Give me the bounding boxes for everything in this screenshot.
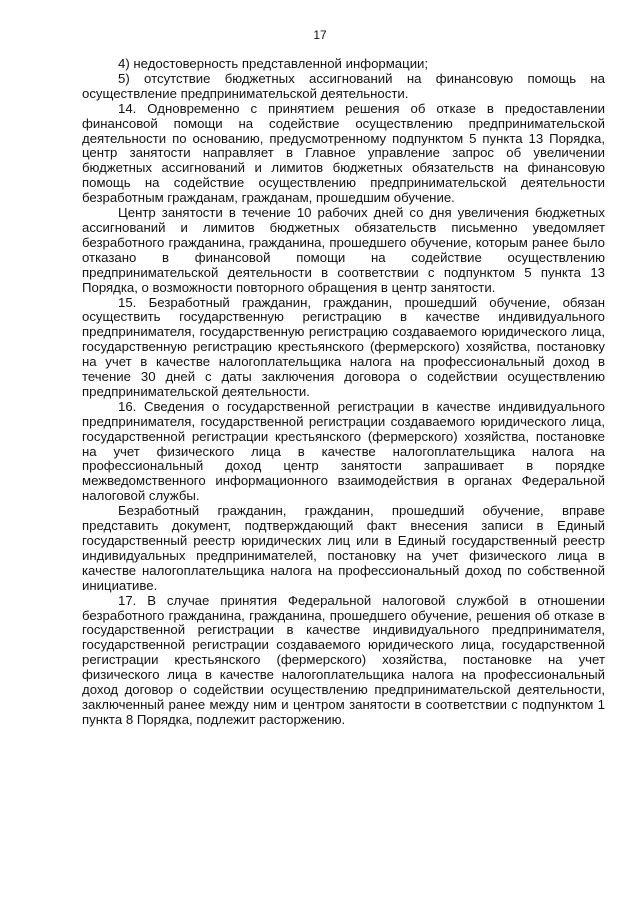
clause-17: 17. В случае принятия Федеральной налоговой службой в отношении безработного гражданина, гражданина, прошедшего обучение, решения об отказе в государственной регистрации в качестве индивидуального предпринимателя, государственной регистрации создаваемого юридического лица, государственной регистрации крестьянского (фермерского) хозяйства, постановке на учет физического лица в качестве налогоплательщика налога на профессиональный доход договор о содействии осуществлению предпринимательской деятельности, заключенный ранее между ним и центром занятости в соответствии с подпунктом 1 пункта 8 Порядка, подлежит расторжению. <box>82 592 605 727</box>
document-body <box>82 57 605 728</box>
list-item-5: 5) отсутствие бюджетных ассигнований на финансовую помощь на осуществление предпринимательской деятельности. <box>82 70 605 101</box>
page-number: 17 <box>313 28 327 42</box>
list-item-4: 4) недостоверность представленной информации; <box>118 56 429 71</box>
clause-16-right: Безработный гражданин, гражданин, прошедший обучение, вправе представить документ, подтверждающий факт внесения записи в Единый государственный реестр юридических лиц или в Единый государственный реестр индивидуальных предпринимателей, постановку на учет физического лица в качестве налогоплательщика налога на профессиональный доход по собственной инициативе. <box>82 503 605 593</box>
clause-15: 15. Безработный гражданин, гражданин, прошедший обучение, обязан осуществить государственную регистрацию в качестве индивидуального предпринимателя, государственную регистрацию создаваемого юридического лица, государственную регистрацию крестьянского (фермерского) хозяйства, постановку на учет в качестве налогоплательщика налога на профессиональный доход в течение 30 дней с даты заключения договора о содействии осуществлению предпринимательской деятельности. <box>82 294 605 399</box>
clause-14: 14. Одновременно с принятием решения об отказе в предоставлении финансовой помощи на содействие осуществлению предпринимательской деятельности по основанию, предусмотренному подпунктом 5 пункта 13 Порядка, центр занятости направляет в Главное управление запрос об увеличении бюджетных ассигнований и лимитов бюджетных обязательств на финансовую помощь на содействие осуществлению предпринимательской деятельности безработным гражданам, гражданам, прошедшим обучение. <box>82 100 605 206</box>
clause-16: 16. Сведения о государственной регистрации в качестве индивидуального предпринимателя, государственной регистрации создаваемого юридического лица, государственной регистрации крестьянского (фермерского) хозяйства, постановке на учет физического лица в качестве налогоплательщика налога на профессиональный доход центр занятости запрашивает в порядке межведомственного информационного взаимодействия в органах Федеральной налоговой службы. <box>82 398 605 504</box>
clause-14-notice: Центр занятости в течение 10 рабочих дней со дня увеличения бюджетных ассигнований и лимитов бюджетных обязательств письменно уведомляет безработного гражданина, гражданина, прошедшего обучение, которым ранее было отказано в финансовой помощи на содействие осуществлению предпринимательской деятельности в соответствии с подпунктом 5 пункта 13 Порядка, о возможности повторного обращения в центр занятости. <box>82 205 605 295</box>
